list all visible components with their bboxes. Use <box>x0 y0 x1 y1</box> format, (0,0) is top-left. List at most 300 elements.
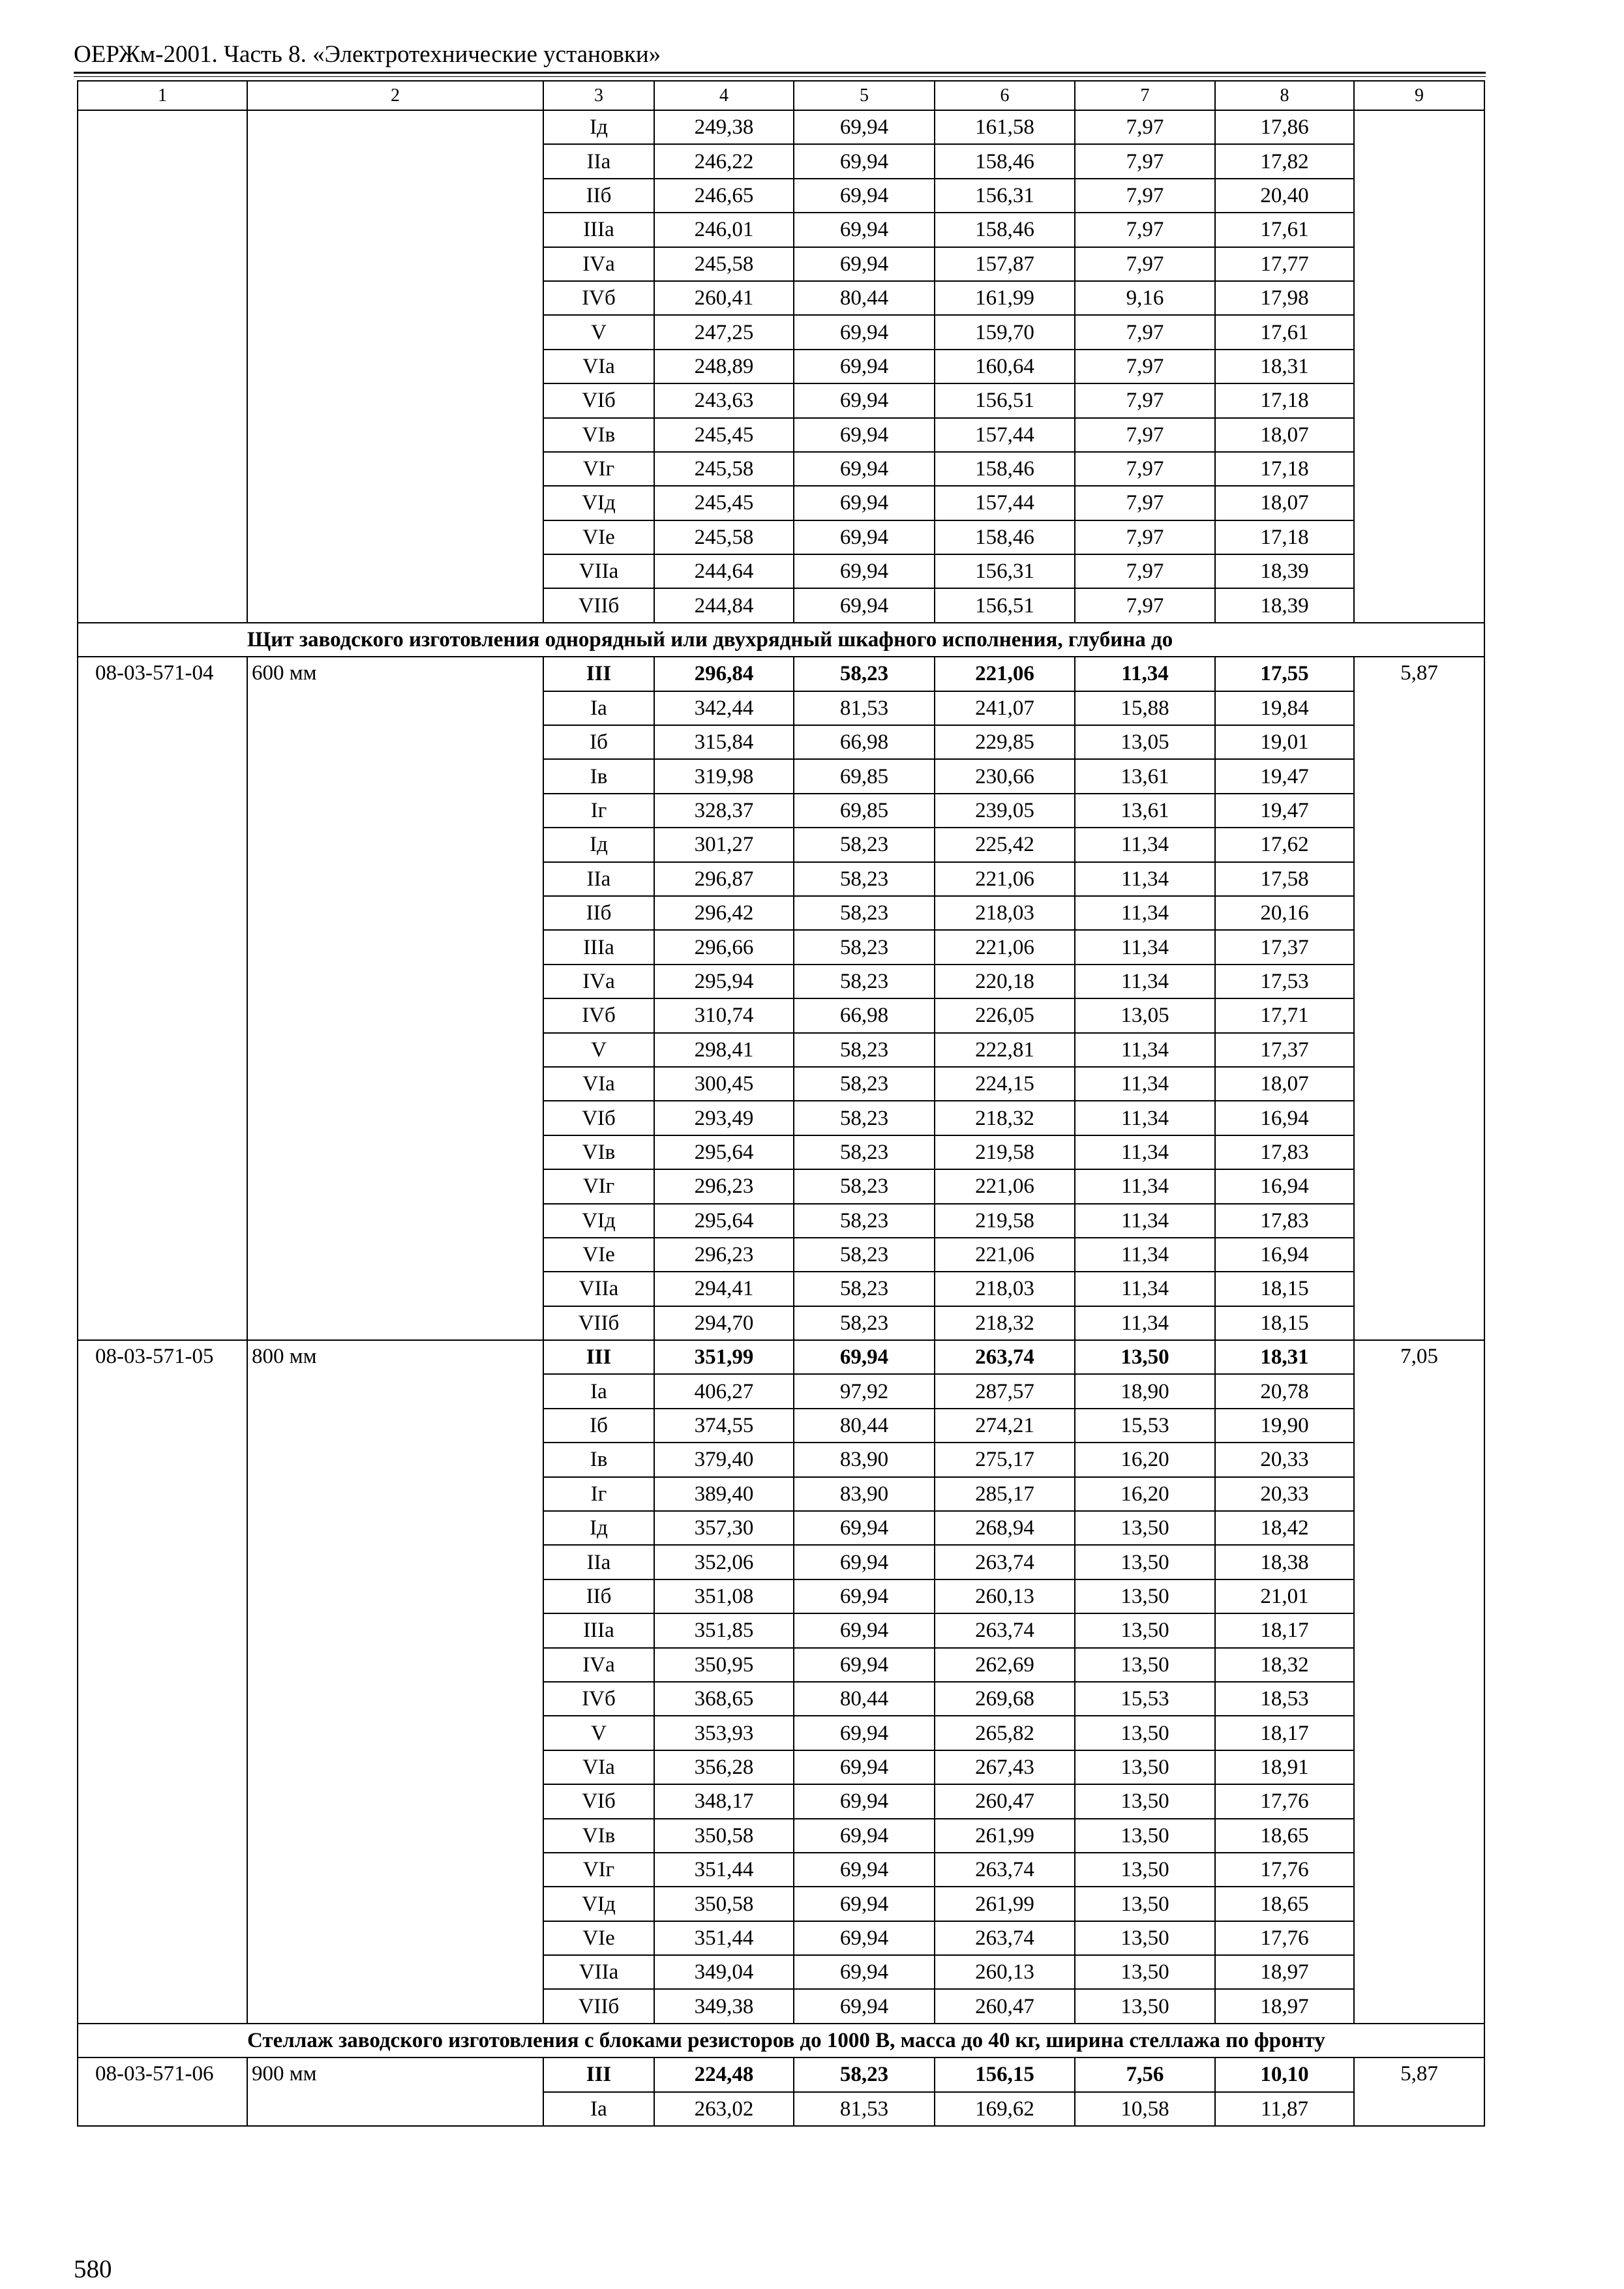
section-heading: Стеллаж заводского изготовления с блоками резисторов до 1000 В, масса до 40 кг, ширина стеллажа по фронту <box>247 2024 1484 2057</box>
value-cell: 10,58 <box>1075 2092 1215 2126</box>
value-cell: 296,42 <box>654 896 794 930</box>
value-cell: 19,90 <box>1215 1409 1354 1443</box>
value-cell: 16,20 <box>1075 1443 1215 1476</box>
value-cell: 368,65 <box>654 1682 794 1716</box>
zone-cell: Iг <box>543 794 654 828</box>
column-number: 9 <box>1354 81 1484 110</box>
value-cell: 17,76 <box>1215 1921 1354 1955</box>
value-cell: 69,85 <box>794 759 935 793</box>
value-cell: 17,18 <box>1215 520 1354 554</box>
value-cell: 296,23 <box>654 1238 794 1272</box>
value-cell: 80,44 <box>794 1682 935 1716</box>
value-cell: 69,94 <box>794 1511 935 1545</box>
value-cell: 246,65 <box>654 179 794 213</box>
value-cell: 13,50 <box>1075 1989 1215 2023</box>
value-cell: 11,34 <box>1075 1169 1215 1203</box>
table-row <box>78 1340 1484 1374</box>
value-cell: 11,34 <box>1075 657 1215 691</box>
zone-cell: Iа <box>543 691 654 725</box>
value-cell: 226,05 <box>935 998 1075 1032</box>
value-cell: 19,84 <box>1215 691 1354 725</box>
value-cell: 11,87 <box>1215 2092 1354 2126</box>
value-cell: 17,37 <box>1215 1033 1354 1067</box>
table-row <box>78 2057 1484 2091</box>
value-cell: 225,42 <box>935 828 1075 861</box>
value-cell: 69,94 <box>794 315 935 349</box>
zone-cell: VIг <box>543 1169 654 1203</box>
value-cell: 241,07 <box>935 691 1075 725</box>
value-cell: 69,94 <box>794 1545 935 1579</box>
zone-cell: VIв <box>543 418 654 452</box>
value-cell: 17,61 <box>1215 213 1354 247</box>
zone-cell: VIд <box>543 1887 654 1921</box>
zone-cell: IIа <box>543 144 654 178</box>
rate-name: 800 мм <box>247 1340 543 2024</box>
value-cell: 66,98 <box>794 725 935 759</box>
value-cell: 18,07 <box>1215 1067 1354 1101</box>
value-cell: 20,78 <box>1215 1374 1354 1408</box>
rate-name <box>247 110 543 623</box>
value-cell: 17,71 <box>1215 998 1354 1032</box>
value-cell: 295,94 <box>654 965 794 998</box>
value-cell: 7,56 <box>1075 2057 1215 2091</box>
value-cell: 58,23 <box>794 1067 935 1101</box>
zone-cell: Iд <box>543 1511 654 1545</box>
table-row <box>78 110 1484 144</box>
zone-cell: IIб <box>543 896 654 930</box>
value-cell: 10,10 <box>1215 2057 1354 2091</box>
value-cell: 17,53 <box>1215 965 1354 998</box>
value-cell: 221,06 <box>935 862 1075 896</box>
value-cell: 156,15 <box>935 2057 1075 2091</box>
column-number: 3 <box>543 81 654 110</box>
zone-cell: IVб <box>543 1682 654 1716</box>
value-cell: 58,23 <box>794 1101 935 1135</box>
value-cell: 69,94 <box>794 1579 935 1613</box>
value-cell: 218,32 <box>935 1101 1075 1135</box>
value-cell: 69,94 <box>794 1853 935 1887</box>
value-cell: 80,44 <box>794 281 935 315</box>
value-cell: 350,95 <box>654 1648 794 1682</box>
value-cell: 161,58 <box>935 110 1075 144</box>
zone-cell: VIе <box>543 520 654 554</box>
value-cell: 58,23 <box>794 896 935 930</box>
table-row <box>78 657 1484 691</box>
value-cell: 18,31 <box>1215 1340 1354 1374</box>
value-cell: 17,18 <box>1215 452 1354 486</box>
value-cell: 58,23 <box>794 930 935 964</box>
value-cell: 263,74 <box>935 1921 1075 1955</box>
value-cell: 17,62 <box>1215 828 1354 861</box>
value-cell: 221,06 <box>935 930 1075 964</box>
value-cell: 58,23 <box>794 1272 935 1306</box>
value-cell: 351,44 <box>654 1921 794 1955</box>
value-cell: 245,58 <box>654 247 794 281</box>
value-cell: 260,41 <box>654 281 794 315</box>
section-heading-row <box>78 623 1484 657</box>
value-cell: 13,61 <box>1075 794 1215 828</box>
value-cell: 58,23 <box>794 657 935 691</box>
rate-code: 08-03-571-04 <box>78 657 247 1340</box>
value-cell: 17,82 <box>1215 144 1354 178</box>
section-heading-row <box>78 2024 1484 2057</box>
value-cell: 243,63 <box>654 383 794 417</box>
value-cell: 356,28 <box>654 1750 794 1784</box>
value-cell: 17,86 <box>1215 110 1354 144</box>
value-cell: 83,90 <box>794 1477 935 1511</box>
value-cell: 156,31 <box>935 179 1075 213</box>
value-cell: 263,74 <box>935 1613 1075 1647</box>
value-cell: 13,50 <box>1075 1955 1215 1989</box>
value-cell: 69,94 <box>794 213 935 247</box>
value-cell: 18,42 <box>1215 1511 1354 1545</box>
value-cell: 157,44 <box>935 418 1075 452</box>
value-cell: 374,55 <box>654 1409 794 1443</box>
value-cell: 7,97 <box>1075 486 1215 520</box>
zone-cell: IVа <box>543 965 654 998</box>
zone-cell: Iа <box>543 2092 654 2126</box>
value-cell: 69,94 <box>794 418 935 452</box>
value-cell: 7,97 <box>1075 247 1215 281</box>
value-cell: 69,94 <box>794 520 935 554</box>
value-cell: 249,38 <box>654 110 794 144</box>
value-cell: 221,06 <box>935 657 1075 691</box>
value-cell: 221,06 <box>935 1169 1075 1203</box>
value-cell: 69,94 <box>794 1784 935 1818</box>
value-cell: 351,08 <box>654 1579 794 1613</box>
page-header: ОЕРЖм-2001. Часть 8. «Электротехнические установки» <box>74 41 661 68</box>
value-cell: 156,51 <box>935 383 1075 417</box>
value-cell: 17,18 <box>1215 383 1354 417</box>
value-cell: 348,17 <box>654 1784 794 1818</box>
value-cell: 17,98 <box>1215 281 1354 315</box>
zone-cell: VIв <box>543 1135 654 1169</box>
zone-cell: VIа <box>543 350 654 383</box>
zone-cell: IVб <box>543 998 654 1032</box>
value-cell: 296,84 <box>654 657 794 691</box>
value-cell: 296,23 <box>654 1169 794 1203</box>
value-cell: 13,50 <box>1075 1511 1215 1545</box>
value-cell: 11,34 <box>1075 965 1215 998</box>
value-cell: 69,94 <box>794 383 935 417</box>
value-cell: 158,46 <box>935 144 1075 178</box>
column-number: 2 <box>247 81 543 110</box>
column-number: 1 <box>78 81 247 110</box>
value-cell: 7,97 <box>1075 350 1215 383</box>
value-cell: 18,38 <box>1215 1545 1354 1579</box>
rate-code <box>78 110 247 623</box>
value-cell: 351,85 <box>654 1613 794 1647</box>
zone-cell: IIIа <box>543 1613 654 1647</box>
zone-cell: VIг <box>543 1853 654 1887</box>
value-cell: 69,94 <box>794 554 935 588</box>
value-cell: 13,50 <box>1075 1819 1215 1853</box>
value-cell: 245,45 <box>654 418 794 452</box>
value-cell: 285,17 <box>935 1477 1075 1511</box>
zone-cell: VIг <box>543 452 654 486</box>
value-cell: 352,06 <box>654 1545 794 1579</box>
value-cell: 260,47 <box>935 1989 1075 2023</box>
value-cell: 351,44 <box>654 1853 794 1887</box>
value-cell: 13,50 <box>1075 1853 1215 1887</box>
value-cell: 18,39 <box>1215 554 1354 588</box>
value-cell: 81,53 <box>794 2092 935 2126</box>
value-cell: 262,69 <box>935 1648 1075 1682</box>
value-cell: 69,94 <box>794 1716 935 1750</box>
value-cell: 17,83 <box>1215 1135 1354 1169</box>
value-cell: 260,13 <box>935 1579 1075 1613</box>
value-cell: 7,97 <box>1075 418 1215 452</box>
value-cell: 260,13 <box>935 1955 1075 1989</box>
value-cell: 18,17 <box>1215 1716 1354 1750</box>
value-cell: 16,94 <box>1215 1238 1354 1272</box>
value-cell: 16,20 <box>1075 1477 1215 1511</box>
value-cell: 58,23 <box>794 965 935 998</box>
value-cell: 310,74 <box>654 998 794 1032</box>
value-cell: 18,32 <box>1215 1648 1354 1682</box>
value-cell: 158,46 <box>935 520 1075 554</box>
zone-cell: Iв <box>543 1443 654 1476</box>
zone-cell: VIIа <box>543 1272 654 1306</box>
value-cell: 351,99 <box>654 1340 794 1374</box>
value-cell: 301,27 <box>654 828 794 861</box>
value-cell: 69,94 <box>794 1921 935 1955</box>
value-cell: 11,34 <box>1075 1067 1215 1101</box>
zone-cell: VIб <box>543 1784 654 1818</box>
zone-cell: VIIб <box>543 588 654 622</box>
value-cell: 18,91 <box>1215 1750 1354 1784</box>
value-cell: 159,70 <box>935 315 1075 349</box>
value-cell: 267,43 <box>935 1750 1075 1784</box>
value-cell: 357,30 <box>654 1511 794 1545</box>
value-cell: 245,58 <box>654 452 794 486</box>
rate-code: 08-03-571-05 <box>78 1340 247 2024</box>
value-cell: 218,03 <box>935 1272 1075 1306</box>
zone-cell: IIа <box>543 1545 654 1579</box>
value-cell: 7,97 <box>1075 315 1215 349</box>
value-cell: 9,16 <box>1075 281 1215 315</box>
value-cell: 261,99 <box>935 1887 1075 1921</box>
value-cell: 13,50 <box>1075 1921 1215 1955</box>
value-cell: 244,84 <box>654 588 794 622</box>
zone-cell: III <box>543 1340 654 1374</box>
value-cell: 218,32 <box>935 1306 1075 1340</box>
header-rule <box>74 72 1486 74</box>
value-cell: 11,34 <box>1075 930 1215 964</box>
rate-name: 600 мм <box>247 657 543 1340</box>
column-number: 8 <box>1215 81 1354 110</box>
value-cell: 246,22 <box>654 144 794 178</box>
zone-cell: Iб <box>543 1409 654 1443</box>
value-cell: 230,66 <box>935 759 1075 793</box>
material-cost <box>1354 110 1484 623</box>
zone-cell: Iб <box>543 725 654 759</box>
value-cell: 350,58 <box>654 1887 794 1921</box>
value-cell: 13,50 <box>1075 1613 1215 1647</box>
value-cell: 11,34 <box>1075 1306 1215 1340</box>
value-cell: 20,33 <box>1215 1443 1354 1476</box>
value-cell: 13,05 <box>1075 725 1215 759</box>
zone-cell: V <box>543 315 654 349</box>
value-cell: 244,64 <box>654 554 794 588</box>
value-cell: 19,47 <box>1215 759 1354 793</box>
value-cell: 18,17 <box>1215 1613 1354 1647</box>
value-cell: 18,90 <box>1075 1374 1215 1408</box>
value-cell: 246,01 <box>654 213 794 247</box>
zone-cell: VIа <box>543 1067 654 1101</box>
zone-cell: IVб <box>543 281 654 315</box>
value-cell: 58,23 <box>794 1135 935 1169</box>
value-cell: 69,94 <box>794 1955 935 1989</box>
value-cell: 158,46 <box>935 452 1075 486</box>
value-cell: 58,23 <box>794 2057 935 2091</box>
zone-cell: V <box>543 1033 654 1067</box>
zone-cell: VIIа <box>543 554 654 588</box>
zone-cell: Iг <box>543 1477 654 1511</box>
column-number-row <box>78 81 1484 110</box>
value-cell: 11,34 <box>1075 1101 1215 1135</box>
header-rule-thin <box>74 76 1486 77</box>
value-cell: 328,37 <box>654 794 794 828</box>
value-cell: 7,97 <box>1075 452 1215 486</box>
value-cell: 69,85 <box>794 794 935 828</box>
value-cell: 156,51 <box>935 588 1075 622</box>
value-cell: 275,17 <box>935 1443 1075 1476</box>
zone-cell: V <box>543 1716 654 1750</box>
value-cell: 350,58 <box>654 1819 794 1853</box>
value-cell: 7,97 <box>1075 110 1215 144</box>
value-cell: 19,01 <box>1215 725 1354 759</box>
value-cell: 7,97 <box>1075 554 1215 588</box>
zone-cell: VIа <box>543 1750 654 1784</box>
value-cell: 263,74 <box>935 1340 1075 1374</box>
page-number: 580 <box>74 2255 112 2283</box>
value-cell: 160,64 <box>935 350 1075 383</box>
value-cell: 7,97 <box>1075 213 1215 247</box>
value-cell: 13,50 <box>1075 1716 1215 1750</box>
value-cell: 224,15 <box>935 1067 1075 1101</box>
value-cell: 19,47 <box>1215 794 1354 828</box>
value-cell: 69,94 <box>794 1613 935 1647</box>
value-cell: 81,53 <box>794 691 935 725</box>
value-cell: 69,94 <box>794 588 935 622</box>
value-cell: 17,61 <box>1215 315 1354 349</box>
value-cell: 18,53 <box>1215 1682 1354 1716</box>
value-cell: 69,94 <box>794 1340 935 1374</box>
material-cost: 7,05 <box>1354 1340 1484 2024</box>
value-cell: 319,98 <box>654 759 794 793</box>
value-cell: 83,90 <box>794 1443 935 1476</box>
material-cost: 5,87 <box>1354 657 1484 1340</box>
zone-cell: Iд <box>543 110 654 144</box>
value-cell: 269,68 <box>935 1682 1075 1716</box>
value-cell: 229,85 <box>935 725 1075 759</box>
value-cell: 293,49 <box>654 1101 794 1135</box>
value-cell: 58,23 <box>794 1169 935 1203</box>
zone-cell: Iд <box>543 828 654 861</box>
value-cell: 21,01 <box>1215 1579 1354 1613</box>
value-cell: 260,47 <box>935 1784 1075 1818</box>
value-cell: 58,23 <box>794 828 935 861</box>
zone-cell: IIIа <box>543 930 654 964</box>
value-cell: 13,50 <box>1075 1750 1215 1784</box>
value-cell: 239,05 <box>935 794 1075 828</box>
value-cell: 268,94 <box>935 1511 1075 1545</box>
value-cell: 20,16 <box>1215 896 1354 930</box>
zone-cell: VIв <box>543 1819 654 1853</box>
value-cell: 218,03 <box>935 896 1075 930</box>
value-cell: 157,87 <box>935 247 1075 281</box>
value-cell: 342,44 <box>654 691 794 725</box>
value-cell: 69,94 <box>794 144 935 178</box>
value-cell: 13,50 <box>1075 1887 1215 1921</box>
value-cell: 18,97 <box>1215 1989 1354 2023</box>
value-cell: 18,31 <box>1215 350 1354 383</box>
zone-cell: IVа <box>543 1648 654 1682</box>
value-cell: 18,65 <box>1215 1887 1354 1921</box>
value-cell: 11,34 <box>1075 1135 1215 1169</box>
value-cell: 15,53 <box>1075 1682 1215 1716</box>
value-cell: 13,50 <box>1075 1784 1215 1818</box>
value-cell: 69,94 <box>794 1648 935 1682</box>
value-cell: 7,97 <box>1075 520 1215 554</box>
value-cell: 298,41 <box>654 1033 794 1067</box>
value-cell: 245,58 <box>654 520 794 554</box>
value-cell: 18,07 <box>1215 418 1354 452</box>
value-cell: 389,40 <box>654 1477 794 1511</box>
value-cell: 11,34 <box>1075 828 1215 861</box>
value-cell: 261,99 <box>935 1819 1075 1853</box>
zone-cell: IIб <box>543 1579 654 1613</box>
column-number: 5 <box>794 81 935 110</box>
value-cell: 222,81 <box>935 1033 1075 1067</box>
value-cell: 17,76 <box>1215 1784 1354 1818</box>
value-cell: 17,83 <box>1215 1204 1354 1238</box>
value-cell: 69,94 <box>794 486 935 520</box>
value-cell: 295,64 <box>654 1204 794 1238</box>
value-cell: 69,94 <box>794 247 935 281</box>
zone-cell: VIб <box>543 1101 654 1135</box>
column-number: 7 <box>1075 81 1215 110</box>
zone-cell: VIе <box>543 1238 654 1272</box>
value-cell: 15,88 <box>1075 691 1215 725</box>
value-cell: 353,93 <box>654 1716 794 1750</box>
value-cell: 245,45 <box>654 486 794 520</box>
value-cell: 69,94 <box>794 1819 935 1853</box>
value-cell: 300,45 <box>654 1067 794 1101</box>
zone-cell: VIIб <box>543 1989 654 2023</box>
value-cell: 263,02 <box>654 2092 794 2126</box>
value-cell: 18,65 <box>1215 1819 1354 1853</box>
value-cell: 265,82 <box>935 1716 1075 1750</box>
value-cell: 20,40 <box>1215 179 1354 213</box>
rates-table <box>77 80 1485 2127</box>
value-cell: 7,97 <box>1075 588 1215 622</box>
value-cell: 11,34 <box>1075 862 1215 896</box>
zone-cell: Iв <box>543 759 654 793</box>
zone-cell: Iа <box>543 1374 654 1408</box>
value-cell: 7,97 <box>1075 144 1215 178</box>
value-cell: 17,77 <box>1215 247 1354 281</box>
zone-cell: VIб <box>543 383 654 417</box>
section-heading: Щит заводского изготовления однорядный или двухрядный шкафного исполнения, глубина до <box>247 623 1484 657</box>
value-cell: 69,94 <box>794 179 935 213</box>
value-cell: 58,23 <box>794 1204 935 1238</box>
value-cell: 66,98 <box>794 998 935 1032</box>
value-cell: 13,50 <box>1075 1545 1215 1579</box>
value-cell: 247,25 <box>654 315 794 349</box>
zone-cell: III <box>543 2057 654 2091</box>
